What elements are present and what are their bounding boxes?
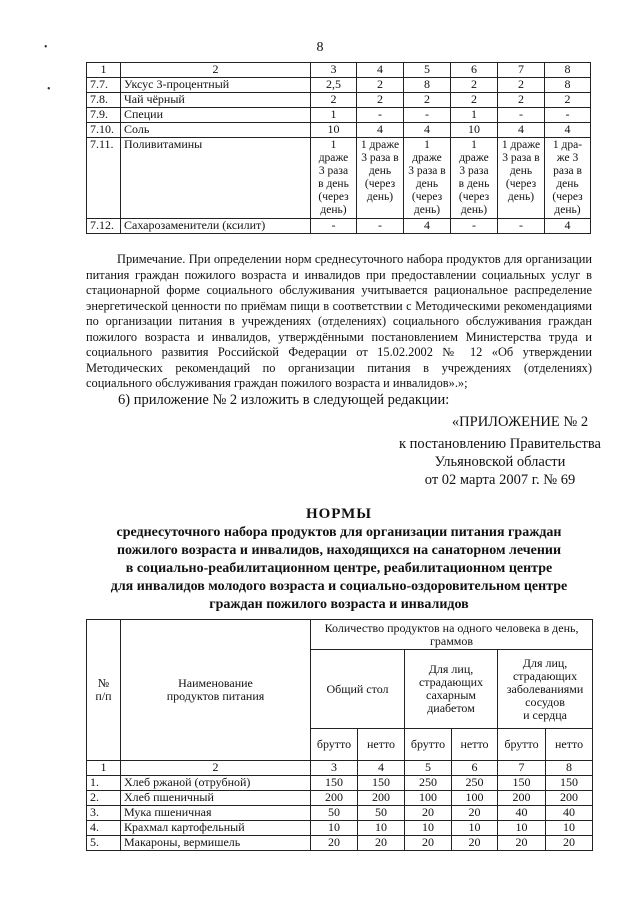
product-name: Поливитамины <box>121 138 311 219</box>
row-number: 1. <box>87 776 121 791</box>
value-cell: 10 <box>405 821 452 836</box>
table-row <box>87 791 593 806</box>
dosage-line: день <box>556 178 579 190</box>
group-cardio: Для лиц, страдающих заболеваниями сосудов и сердца <box>498 650 593 729</box>
column-number: 8 <box>546 761 593 776</box>
value-cell: 50 <box>358 806 405 821</box>
product-name: Специи <box>121 108 311 123</box>
brutto-header: брутто <box>405 729 452 761</box>
dosage-cell <box>357 138 404 219</box>
dosage-line: (через <box>411 191 443 203</box>
appendix-line: к постановлению Правительства <box>399 436 601 452</box>
dosage-line: (через <box>458 191 490 203</box>
value-cell: 40 <box>498 806 546 821</box>
table-row <box>87 123 591 138</box>
row-number: 3. <box>87 806 121 821</box>
value-cell: 20 <box>311 836 358 851</box>
header-cell: 8 <box>545 63 591 78</box>
header-cell: 5 <box>404 63 451 78</box>
table-row <box>87 93 591 108</box>
dosage-cell <box>311 138 357 219</box>
value-cell: - <box>451 219 498 234</box>
value-cell: 4 <box>404 123 451 138</box>
value-cell: 100 <box>452 791 498 806</box>
column-number: 2 <box>121 761 311 776</box>
row-number: 7.7. <box>87 78 121 93</box>
value-cell: 20 <box>452 806 498 821</box>
product-name: Уксус 3-процентный <box>121 78 311 93</box>
group-general: Общий стол <box>311 650 405 729</box>
row-number: 7.9. <box>87 108 121 123</box>
row-number: 7.10. <box>87 123 121 138</box>
norms-title: НОРМЫ <box>305 506 373 522</box>
value-cell: 4 <box>545 123 591 138</box>
product-name: Хлеб ржаной (отрубной) <box>121 776 311 791</box>
value-cell: 200 <box>498 791 546 806</box>
value-cell: 20 <box>452 836 498 851</box>
subtitle-line: граждан пожилого возраста и инвалидов <box>209 597 469 612</box>
value-cell: 20 <box>498 836 546 851</box>
header-cell: 3 <box>311 63 357 78</box>
subtitle-line: для инвалидов молодого возраста и социально-оздоровительном центре <box>110 579 568 594</box>
value-cell: 2 <box>451 78 498 93</box>
product-name: Хлеб пшеничный <box>121 791 311 806</box>
dosage-line: в день <box>318 178 349 190</box>
product-name: Крахмал картофельный <box>121 821 311 836</box>
dosage-line: драже <box>318 152 349 164</box>
table-row <box>87 78 591 93</box>
value-cell: 10 <box>311 123 357 138</box>
netto-header: нетто <box>546 729 593 761</box>
table-row <box>87 776 593 791</box>
dosage-line: день) <box>554 204 581 216</box>
value-cell: 2 <box>357 93 404 108</box>
appendix-line: от 02 марта 2007 г. № 69 <box>424 472 576 488</box>
table-row <box>87 219 591 234</box>
subtitle-line: пожилого возраста и инвалидов, находящихся на санаторном лечении <box>116 543 562 558</box>
value-cell: 200 <box>311 791 358 806</box>
dosage-line: 3 раза в <box>361 152 399 164</box>
col-name-header: Наименование продуктов питания <box>121 620 311 761</box>
header-cell: 2 <box>121 63 311 78</box>
value-cell: 100 <box>405 791 452 806</box>
table-row <box>87 138 591 219</box>
value-cell: 10 <box>546 821 593 836</box>
continued-table <box>86 62 591 234</box>
value-cell: 4 <box>498 123 545 138</box>
row-number: 7.12. <box>87 219 121 234</box>
dosage-cell <box>404 138 451 219</box>
value-cell: 2 <box>311 93 357 108</box>
value-cell: - <box>545 108 591 123</box>
value-cell: 10 <box>452 821 498 836</box>
dosage-line: день) <box>413 204 441 216</box>
dosage-line: день) <box>366 191 394 203</box>
dosage-line: день <box>415 178 439 190</box>
value-cell: 20 <box>405 836 452 851</box>
product-name: Макароны, вермишель <box>121 836 311 851</box>
dosage-cell <box>498 138 545 219</box>
table-row <box>87 836 593 851</box>
norms-subtitle <box>86 524 592 614</box>
value-cell: - <box>311 219 357 234</box>
value-cell: - <box>357 219 404 234</box>
value-cell: 20 <box>405 806 452 821</box>
table-header-row <box>87 63 591 78</box>
column-number-row <box>87 761 593 776</box>
dosage-line: 1 драже <box>360 139 400 151</box>
netto-header: нетто <box>452 729 498 761</box>
value-cell: 20 <box>546 836 593 851</box>
subtitle-line: среднесуточного набора продуктов для организации питания граждан <box>116 525 562 540</box>
row-number: 5. <box>87 836 121 851</box>
dosage-line: день) <box>320 204 347 216</box>
dosage-line: день <box>509 165 533 177</box>
value-cell: 2 <box>357 78 404 93</box>
norms-table <box>86 619 593 851</box>
product-name: Чай чёрный <box>121 93 311 108</box>
header-cell: 1 <box>87 63 121 78</box>
appendix-title: «ПРИЛОЖЕНИЕ № 2 <box>451 414 589 430</box>
value-cell: 2,5 <box>311 78 357 93</box>
dosage-line: 1 <box>471 139 477 151</box>
dosage-line: 3 раза <box>459 165 489 177</box>
dosage-cell <box>451 138 498 219</box>
column-number: 3 <box>311 761 358 776</box>
value-cell: 10 <box>451 123 498 138</box>
value-cell: 4 <box>545 219 591 234</box>
dosage-line: 1 <box>330 139 337 151</box>
value-cell: 2 <box>451 93 498 108</box>
value-cell: 2 <box>404 93 451 108</box>
dosage-line: 3 раза в <box>408 165 446 177</box>
value-cell: 8 <box>404 78 451 93</box>
header-cell: 6 <box>451 63 498 78</box>
column-number: 7 <box>498 761 546 776</box>
dosage-line: (через <box>552 191 583 203</box>
table-row <box>87 806 593 821</box>
scan-mark: • <box>44 42 48 53</box>
amendment-paragraph: 6) приложение № 2 изложить в следующей редакции: <box>118 392 450 408</box>
note-text: Примечание. При определении норм среднесуточного набора продуктов для организации питания граждан пожилого возраста и инвалидов при предоставлении социальных услуг в стационарной форме социального обслуживания учитывается рациональное распределение энергетической ценности по приёмам пищи в соответствии с Методическими рекомендациями по организации питания в учреждениях (отделениях) социального обслуживания граждан пожилого возраста и инвалидов, утверждёнными постановлением Министерства труда и социального развития Российской Федерации от 15.02.2002 № 12 «Об утверждении Методических рекомендаций по организации питания в учреждениях (отделениях) социального обслуживания граждан пожилого возраста и инвалидов».»; <box>86 252 592 390</box>
value-cell: 2 <box>498 78 545 93</box>
dosage-cell <box>545 138 591 219</box>
dosage-line: раза в <box>553 165 582 177</box>
product-name: Сахарозаменители (ксилит) <box>121 219 311 234</box>
value-cell: 4 <box>404 219 451 234</box>
column-number: 5 <box>405 761 452 776</box>
value-cell: 10 <box>498 821 546 836</box>
value-cell: - <box>357 108 404 123</box>
product-name: Мука пшеничная <box>121 806 311 821</box>
product-name: Соль <box>121 123 311 138</box>
column-number: 4 <box>358 761 405 776</box>
dosage-line: 3 раза в <box>502 152 540 164</box>
value-cell: - <box>498 108 545 123</box>
row-number: 7.8. <box>87 93 121 108</box>
value-cell: - <box>498 219 545 234</box>
table-row <box>87 821 593 836</box>
value-cell: 10 <box>311 821 358 836</box>
table-row <box>87 108 591 123</box>
dosage-line: 1 драже <box>501 139 541 151</box>
dosage-line: день <box>368 165 392 177</box>
value-cell: 200 <box>546 791 593 806</box>
value-cell: 8 <box>545 78 591 93</box>
column-number: 6 <box>452 761 498 776</box>
value-cell: 150 <box>358 776 405 791</box>
dosage-line: 3 раза <box>318 165 349 177</box>
value-cell: 250 <box>452 776 498 791</box>
value-cell: 150 <box>546 776 593 791</box>
dosage-line: драже <box>459 152 489 164</box>
subtitle-line: в социально-реабилитационном центре, реабилитационном центре <box>125 561 553 576</box>
dosage-line: 1 дра- <box>552 139 583 151</box>
dosage-line: день) <box>460 204 488 216</box>
value-cell: 40 <box>546 806 593 821</box>
row-number: 2. <box>87 791 121 806</box>
value-cell: 20 <box>358 836 405 851</box>
appendix-line: Ульяновской области <box>434 454 566 470</box>
row-number: 7.11. <box>87 138 121 219</box>
header-cell: 7 <box>498 63 545 78</box>
scan-mark: • <box>47 84 51 95</box>
brutto-header: брутто <box>311 729 358 761</box>
dosage-line: (через <box>364 178 396 190</box>
quantity-header: Количество продуктов на одного человека в день, граммов <box>311 620 593 650</box>
dosage-line: драже <box>412 152 442 164</box>
dosage-line: в день <box>458 178 490 190</box>
value-cell: 150 <box>311 776 358 791</box>
column-number: 1 <box>87 761 121 776</box>
header-cell: 4 <box>357 63 404 78</box>
col-number-header: № п/п <box>87 620 121 761</box>
row-number: 4. <box>87 821 121 836</box>
dosage-line: 1 <box>424 139 430 151</box>
value-cell: - <box>404 108 451 123</box>
brutto-header: брутто <box>498 729 546 761</box>
value-cell: 1 <box>311 108 357 123</box>
value-cell: 1 <box>451 108 498 123</box>
netto-header: нетто <box>358 729 405 761</box>
value-cell: 250 <box>405 776 452 791</box>
dosage-line: (через <box>505 178 537 190</box>
value-cell: 4 <box>357 123 404 138</box>
dosage-line: (через <box>318 191 349 203</box>
value-cell: 2 <box>545 93 591 108</box>
page-number: 8 <box>316 40 324 55</box>
value-cell: 200 <box>358 791 405 806</box>
value-cell: 2 <box>498 93 545 108</box>
group-diabetes: Для лиц, страдающих сахарным диабетом <box>405 650 498 729</box>
value-cell: 50 <box>311 806 358 821</box>
value-cell: 10 <box>358 821 405 836</box>
dosage-line: день) <box>507 191 535 203</box>
value-cell: 150 <box>498 776 546 791</box>
dosage-line: же 3 <box>556 152 579 164</box>
